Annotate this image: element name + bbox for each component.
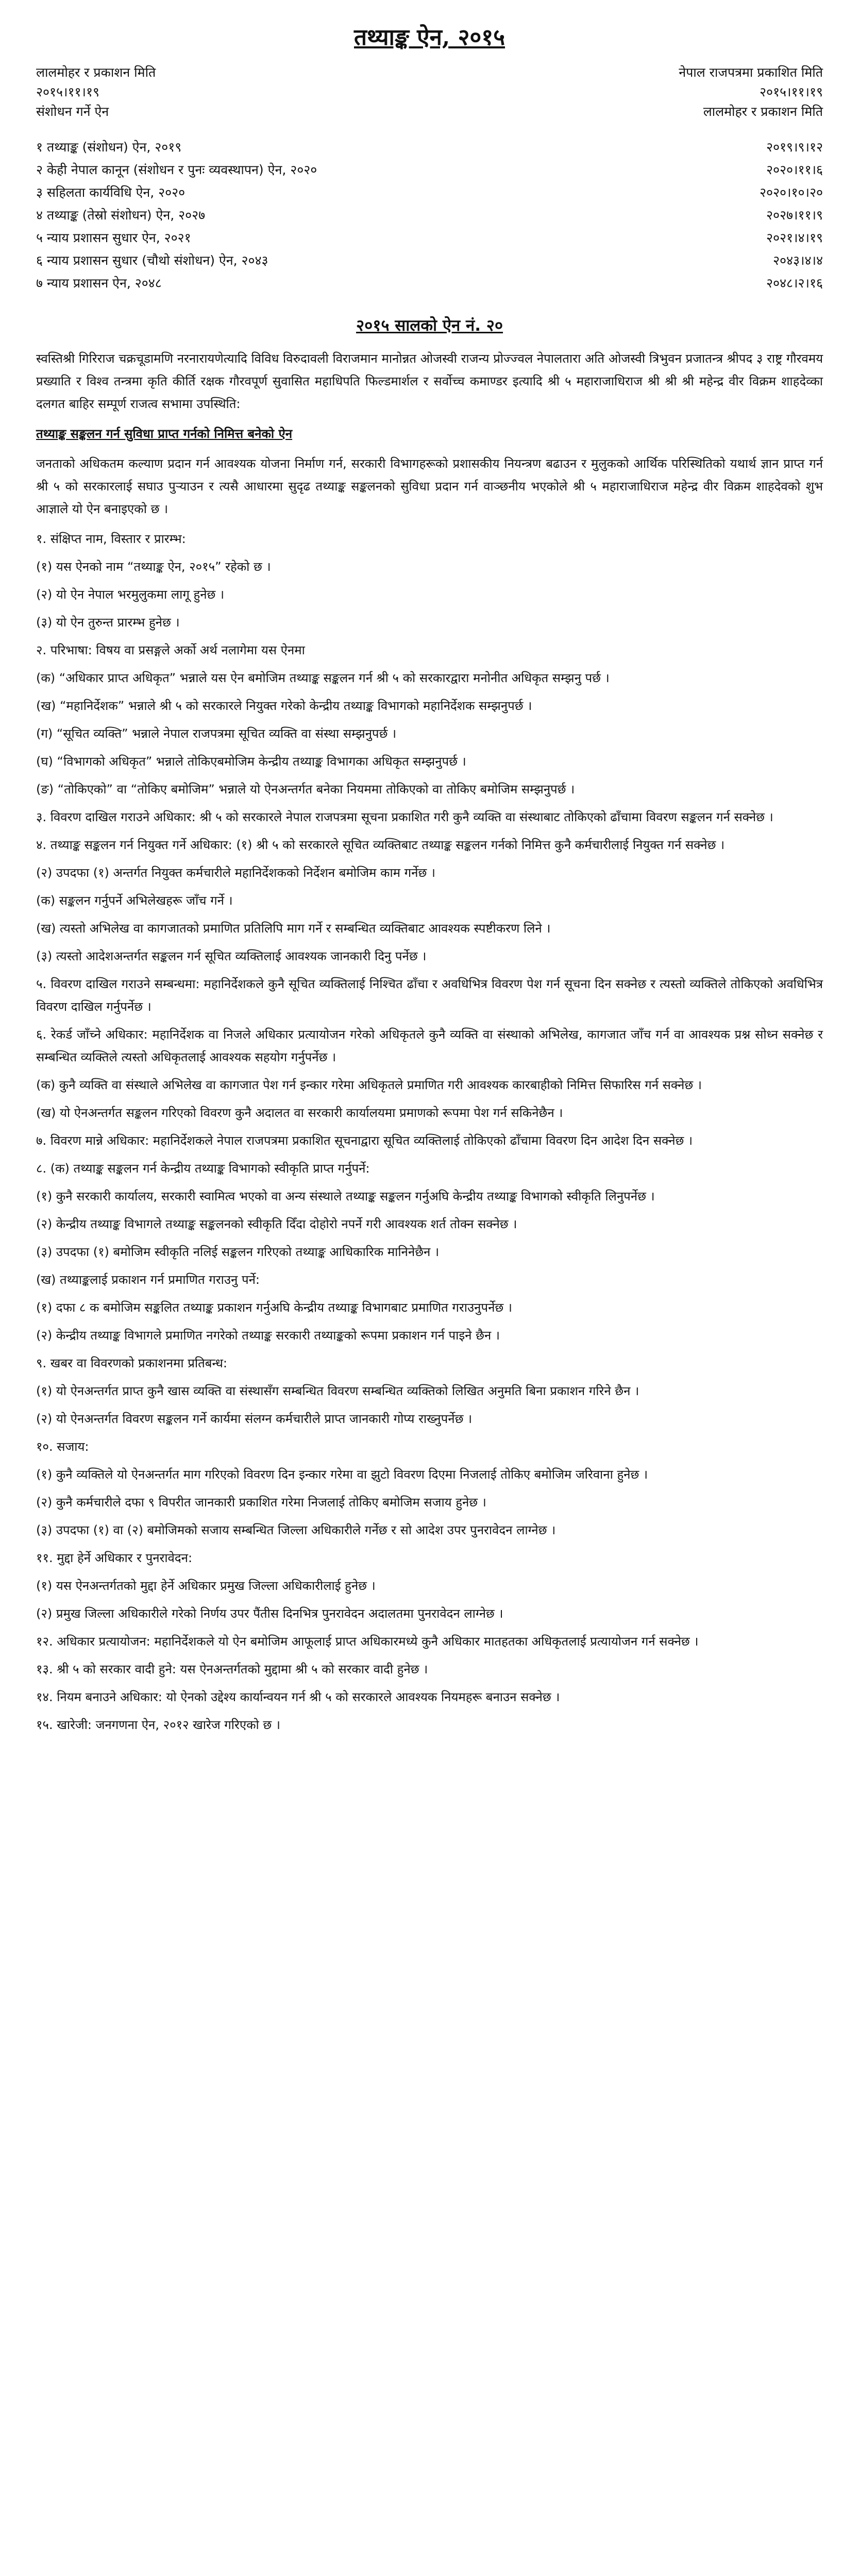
section-item: (२) केन्द्रीय तथ्याङ्क विभागले तथ्याङ्क सङ्कलनको स्वीकृति दिँदा दोहोरो नपर्ने गरी आवश्यक शर्त तोक्न सक्नेछ । xyxy=(36,1217,517,1231)
header-left-3: संशोधन गर्ने ऐन xyxy=(36,104,109,119)
header-left-1: लालमोहर र प्रकाशन मिति xyxy=(36,65,156,80)
amendment-row xyxy=(36,227,823,249)
preamble-text: स्वस्तिश्री गिरिराज चक्रचूडामणि नरनारायणेत्यादि विविध विरुदावली विराजमान मानोन्नत ओजस्वी राजन्य प्रोज्ज्वल नेपालतारा अति ओजस्वी त्रिभुवन प्रजातन्त्र श्रीपद ३ राष्ट्र गौरवमय प्रख्याति र विश्व तन्त्रमा कृति कीर्ति रक्षक गौरवपूर्ण सुवासित महाधिपति फिल्डमार्शल र सर्वोच्च कमाण्डर इत्यादि श्री ५ महाराजाधिराज श्री श्री श्री महेन्द्र वीर विक्रम शाहदेव्का दलगत बाहिर सम्पूर्ण राजत्व सभामा उपस्थिति: xyxy=(36,351,823,411)
header-row-3 xyxy=(36,102,823,122)
header-row-2 xyxy=(36,82,823,102)
section-item: (३) त्यस्तो आदेशअन्तर्गत सङ्कलन गर्न सूचित व्यक्तिलाई आवश्यक जानकारी दिनु पर्नेछ । xyxy=(36,949,427,963)
section-item: (ख) तथ्याङ्कलाई प्रकाशन गर्न प्रमाणित गराउनु पर्ने: xyxy=(36,1273,260,1287)
section-item: १३. श्री ५ को सरकार वादी हुने: यस ऐनअन्तर्गतको मुद्दामा श्री ५ को सरकार वादी हुनेछ । xyxy=(36,1662,428,1676)
section-item: (३) उपदफा (१) बमोजिम स्वीकृति नलिई सङ्कलन गरिएको तथ्याङ्क आधिकारिक मानिनेछैन । xyxy=(36,1245,440,1259)
section-item: (ख) “महानिर्देशक” भन्नाले श्री ५ को सरकारले नियुक्त गरेको केन्द्रीय तथ्याङ्क विभागको महानिर्देशक सम्झनुपर्छ । xyxy=(36,699,532,713)
amendment-row xyxy=(36,159,823,181)
amendment-date: २०२७।११।९ xyxy=(766,208,823,223)
section-item: (१) कुनै व्यक्तिले यो ऐनअन्तर्गत माग गरिएको विवरण दिन इन्कार गरेमा वा झुटो विवरण दिएमा निजलाई तोकिए बमोजिम जरिवाना हुनेछ । xyxy=(36,1467,648,1482)
section-item: १४. नियम बनाउने अधिकार: यो ऐनको उद्देश्य कार्यान्वयन गर्न श्री ५ को सरकारले आवश्यक नियमहरू बनाउन सक्नेछ । xyxy=(36,1690,560,1704)
intro-heading: तथ्याङ्क सङ्कलन गर्न सुविधा प्राप्त गर्नको निमित्त बनेको ऐन xyxy=(36,427,293,441)
header-row-1 xyxy=(36,63,823,82)
section-item: (१) कुनै सरकारी कार्यालय, सरकारी स्वामित्व भएको वा अन्य संस्थाले तथ्याङ्क सङ्कलन गर्नुअघि केन्द्रीय तथ्याङ्क विभागको स्वीकृति लिनुपर्नेछ । xyxy=(36,1189,655,1204)
section-item: (३) यो ऐन तुरुन्त प्रारम्भ हुनेछ । xyxy=(36,615,180,630)
section-item: (क) सङ्कलन गर्नुपर्ने अभिलेखहरू जाँच गर्ने । xyxy=(36,893,233,908)
amendment-date: २०१९।९।१२ xyxy=(766,140,823,155)
section-item: १५. खारेजी: जनगणना ऐन, २०१२ खारेज गरिएको छ । xyxy=(36,1718,280,1732)
amendment-date: २०२१।४।१९ xyxy=(766,230,823,245)
section-item: (घ) “विभागको अधिकृत” भन्नाले तोकिएबमोजिम केन्द्रीय तथ्याङ्क विभागका अधिकृत सम्झनुपर्छ । xyxy=(36,754,466,769)
section-item: (क) “अधिकार प्राप्त अधिकृत” भन्नाले यस ऐन बमोजिम तथ्याङ्क सङ्कलन गर्न श्री ५ को सरकारद्वारा मनोनीत अधिकृत सम्झनु पर्छ । xyxy=(36,671,610,685)
amendment-date: २०४३।४।४ xyxy=(773,253,823,268)
section-item: (ख) यो ऐनअन्तर्गत सङ्कलन गरिएको विवरण कुनै अदालत वा सरकारी कार्यालयमा प्रमाणको रूपमा पेश गर्न सकिनेछैन । xyxy=(36,1106,563,1120)
amendment-name: ७ न्याय प्रशासन ऐन, २०४८ xyxy=(36,276,162,291)
amendment-name: ४ तथ्याङ्क (तेस्रो संशोधन) ऐन, २०२७ xyxy=(36,208,206,223)
section-item: (ग) “सूचित व्यक्ति” भन्नाले नेपाल राजपत्रमा सूचित व्यक्ति वा संस्था सम्झनुपर्छ । xyxy=(36,726,397,741)
amendment-name: २ केही नेपाल कानून (संशोधन र पुनः व्यवस्थापन) ऐन, २०२० xyxy=(36,162,317,177)
amendment-date: २०२०।१०।२० xyxy=(760,185,823,200)
section-item: (२) यो ऐन नेपाल भरमुलुकमा लागू हुनेछ । xyxy=(36,587,225,602)
amendment-row xyxy=(36,204,823,227)
section-item: (३) उपदफा (१) वा (२) बमोजिमको सजाय सम्बन्धित जिल्ला अधिकारीले गर्नेछ र सो आदेश उपर पुनरावेदन लाग्नेछ । xyxy=(36,1523,556,1537)
header-left-2: २०१५।११।१९ xyxy=(36,84,99,99)
section-item: ५. विवरण दाखिल गराउने सम्बन्धमा: महानिर्देशकले कुनै सूचित व्यक्तिलाई निश्चित ढाँचा र अवधिभित्र विवरण पेश गर्न सूचना दिन सक्नेछ र त्यस्तो व्यक्तिले तोकिएको अवधिभित्र विवरण दाखिल गर्नुपर्नेछ । xyxy=(36,977,823,1014)
amendment-name: १ तथ्याङ्क (संशोधन) ऐन, २०१९ xyxy=(36,140,182,155)
amendment-date: २०४८।२।१६ xyxy=(766,276,823,291)
section-item: (१) यस ऐनको नाम “तथ्याङ्क ऐन, २०१५” रहेको छ । xyxy=(36,560,271,574)
amendment-row xyxy=(36,249,823,272)
section-item: (ङ) “तोकिएको” वा “तोकिए बमोजिम” भन्नाले यो ऐनअन्तर्गत बनेका नियममा तोकिएको वा तोकिए बमोजिम सम्झनुपर्छ । xyxy=(36,782,575,796)
section-item: (२) कुनै कर्मचारीले दफा ९ विपरीत जानकारी प्रकाशित गरेमा निजलाई तोकिए बमोजिम सजाय हुनेछ । xyxy=(36,1495,486,1510)
section-item: ९. खबर वा विवरणको प्रकाशनमा प्रतिबन्ध: xyxy=(36,1356,227,1370)
section-item: (१) यस ऐनअन्तर्गतको मुद्दा हेर्ने अधिकार प्रमुख जिल्ला अधिकारीलाई हुनेछ । xyxy=(36,1579,376,1593)
section-item: १२. अधिकार प्रत्यायोजन: महानिर्देशकले यो ऐन बमोजिम आफूलाई प्राप्त अधिकारमध्ये कुनै अधिकार मातहतका अधिकृतलाई प्रत्यायोजन गर्न सक्नेछ । xyxy=(36,1634,699,1649)
sections-container xyxy=(36,528,823,1736)
section-item: (२) केन्द्रीय तथ्याङ्क विभागले प्रमाणित नगरेको तथ्याङ्क सरकारी तथ्याङ्कको रूपमा प्रकाशन गर्न पाइने छैन । xyxy=(36,1328,500,1343)
section-item: ३. विवरण दाखिल गराउने अधिकार: श्री ५ को सरकारले नेपाल राजपत्रमा सूचना प्रकाशित गरी कुनै व्यक्ति वा संस्थाबाट तोकिएको ढाँचामा विवरण सङ्कलन गर्न सक्नेछ । xyxy=(36,810,773,824)
amendment-row xyxy=(36,136,823,159)
act-number-title: २०१५ सालको ऐन नं. २० xyxy=(356,316,503,335)
header-right-2: २०१५।११।१९ xyxy=(760,84,823,99)
section-item: १. संक्षिप्त नाम, विस्तार र प्रारम्भ: xyxy=(36,532,186,546)
amendment-name: ६ न्याय प्रशासन सुधार (चौथो संशोधन) ऐन, २०४३ xyxy=(36,253,268,268)
section-item: ११. मुद्दा हेर्ने अधिकार र पुनरावेदन: xyxy=(36,1551,193,1565)
amendment-name: ५ न्याय प्रशासन सुधार ऐन, २०२१ xyxy=(36,230,191,245)
section-item: ७. विवरण मान्ने अधिकार: महानिर्देशकले नेपाल राजपत्रमा प्रकाशित सूचनाद्वारा सूचित व्यक्तिलाई तोकिएको ढाँचामा विवरण दिन आदेश दिन सक्नेछ । xyxy=(36,1133,693,1148)
document-title: तथ्याङ्क ऐन, २०१५ xyxy=(353,24,506,50)
header-right-3: लालमोहर र प्रकाशन मिति xyxy=(703,104,823,119)
amendment-row xyxy=(36,272,823,295)
amendment-date: २०२०।११।६ xyxy=(766,162,823,177)
section-item: (१) दफा ८ क बमोजिम सङ्कलित तथ्याङ्क प्रकाशन गर्नुअघि केन्द्रीय तथ्याङ्क विभागबाट प्रमाणित गराउनुपर्नेछ । xyxy=(36,1300,512,1315)
section-item: (२) यो ऐनअन्तर्गत विवरण सङ्कलन गर्ने कार्यमा संलग्न कर्मचारीले प्राप्त जानकारी गोप्य राख्नुपर्नेछ । xyxy=(36,1412,473,1426)
intro-text: जनताको अधिकतम कल्याण प्रदान गर्न आवश्यक योजना निर्माण गर्न, सरकारी विभागहरूको प्रशासकीय नियन्त्रण बढाउन र मुलुकको आर्थिक परिस्थितिको यथार्थ ज्ञान प्राप्त गर्न श्री ५ को सरकारलाई सघाउ पुर्‍याउन र त्यसै आधारमा सुदृढ तथ्याङ्क सङ्कलनको सुविधा प्रदान गर्न वाञ्छनीय भएकोले श्री ५ महाराजाधिराज महेन्द्र वीर विक्रम शाहदेवको शुभ आज्ञाले यो ऐन बनाइएको छ । xyxy=(36,456,823,516)
section-item: (ख) त्यस्तो अभिलेख वा कागजातको प्रमाणित प्रतिलिपि माग गर्ने र सम्बन्धित व्यक्तिबाट आवश्यक स्पष्टीकरण लिने । xyxy=(36,921,551,936)
amendment-name: ३ सहिलता कार्यविधि ऐन, २०२० xyxy=(36,185,186,200)
amendment-table xyxy=(36,136,823,295)
section-item: (२) प्रमुख जिल्ला अधिकारीले गरेको निर्णय उपर पैंतीस दिनभित्र पुनरावेदन अदालतमा पुनरावेदन लाग्नेछ । xyxy=(36,1606,503,1621)
section-item: (१) यो ऐनअन्तर्गत प्राप्त कुनै खास व्यक्ति वा संस्थासँग सम्बन्धित विवरण सम्बन्धित व्यक्तिको लिखित अनुमति बिना प्रकाशन गरिने छैन । xyxy=(36,1384,639,1398)
header-right-1: नेपाल राजपत्रमा प्रकाशित मिति xyxy=(679,65,823,80)
section-item: २. परिभाषा: विषय वा प्रसङ्गले अर्को अर्थ नलागेमा यस ऐनमा xyxy=(36,643,305,657)
section-item: (२) उपदफा (१) अन्तर्गत नियुक्त कर्मचारीले महानिर्देशकको निर्देशन बमोजिम काम गर्नेछ । xyxy=(36,866,436,880)
amendment-row xyxy=(36,181,823,204)
section-item: (क) कुनै व्यक्ति वा संस्थाले अभिलेख वा कागजात पेश गर्न इन्कार गरेमा अधिकृतले प्रमाणित गरी आवश्यक कारबाहीको निमित्त सिफारिस गर्न सक्नेछ । xyxy=(36,1078,702,1092)
section-item: ६. रेकर्ड जाँच्ने अधिकार: महानिर्देशक वा निजले अधिकार प्रत्यायोजन गरेको अधिकृतले कुनै व्यक्ति वा संस्थाको अभिलेख, कागजात जाँच गर्न वा आवश्यक प्रश्न सोध्न सक्नेछ र सम्बन्धित व्यक्तिले त्यस्तो अधिकृतलाई आवश्यक सहयोग गर्नुपर्नेछ । xyxy=(36,1027,823,1064)
section-item: ४. तथ्याङ्क सङ्कलन गर्न नियुक्त गर्ने अधिकार: (१) श्री ५ को सरकारले सूचित व्यक्तिबाट तथ्याङ्क सङ्कलन गर्नको निमित्त कुनै कर्मचारीलाई नियुक्त गर्न सक्नेछ । xyxy=(36,838,725,852)
section-item: १०. सजाय: xyxy=(36,1439,89,1454)
section-item: ८. (क) तथ्याङ्क सङ्कलन गर्न केन्द्रीय तथ्याङ्क विभागको स्वीकृति प्राप्त गर्नुपर्ने: xyxy=(36,1161,370,1176)
